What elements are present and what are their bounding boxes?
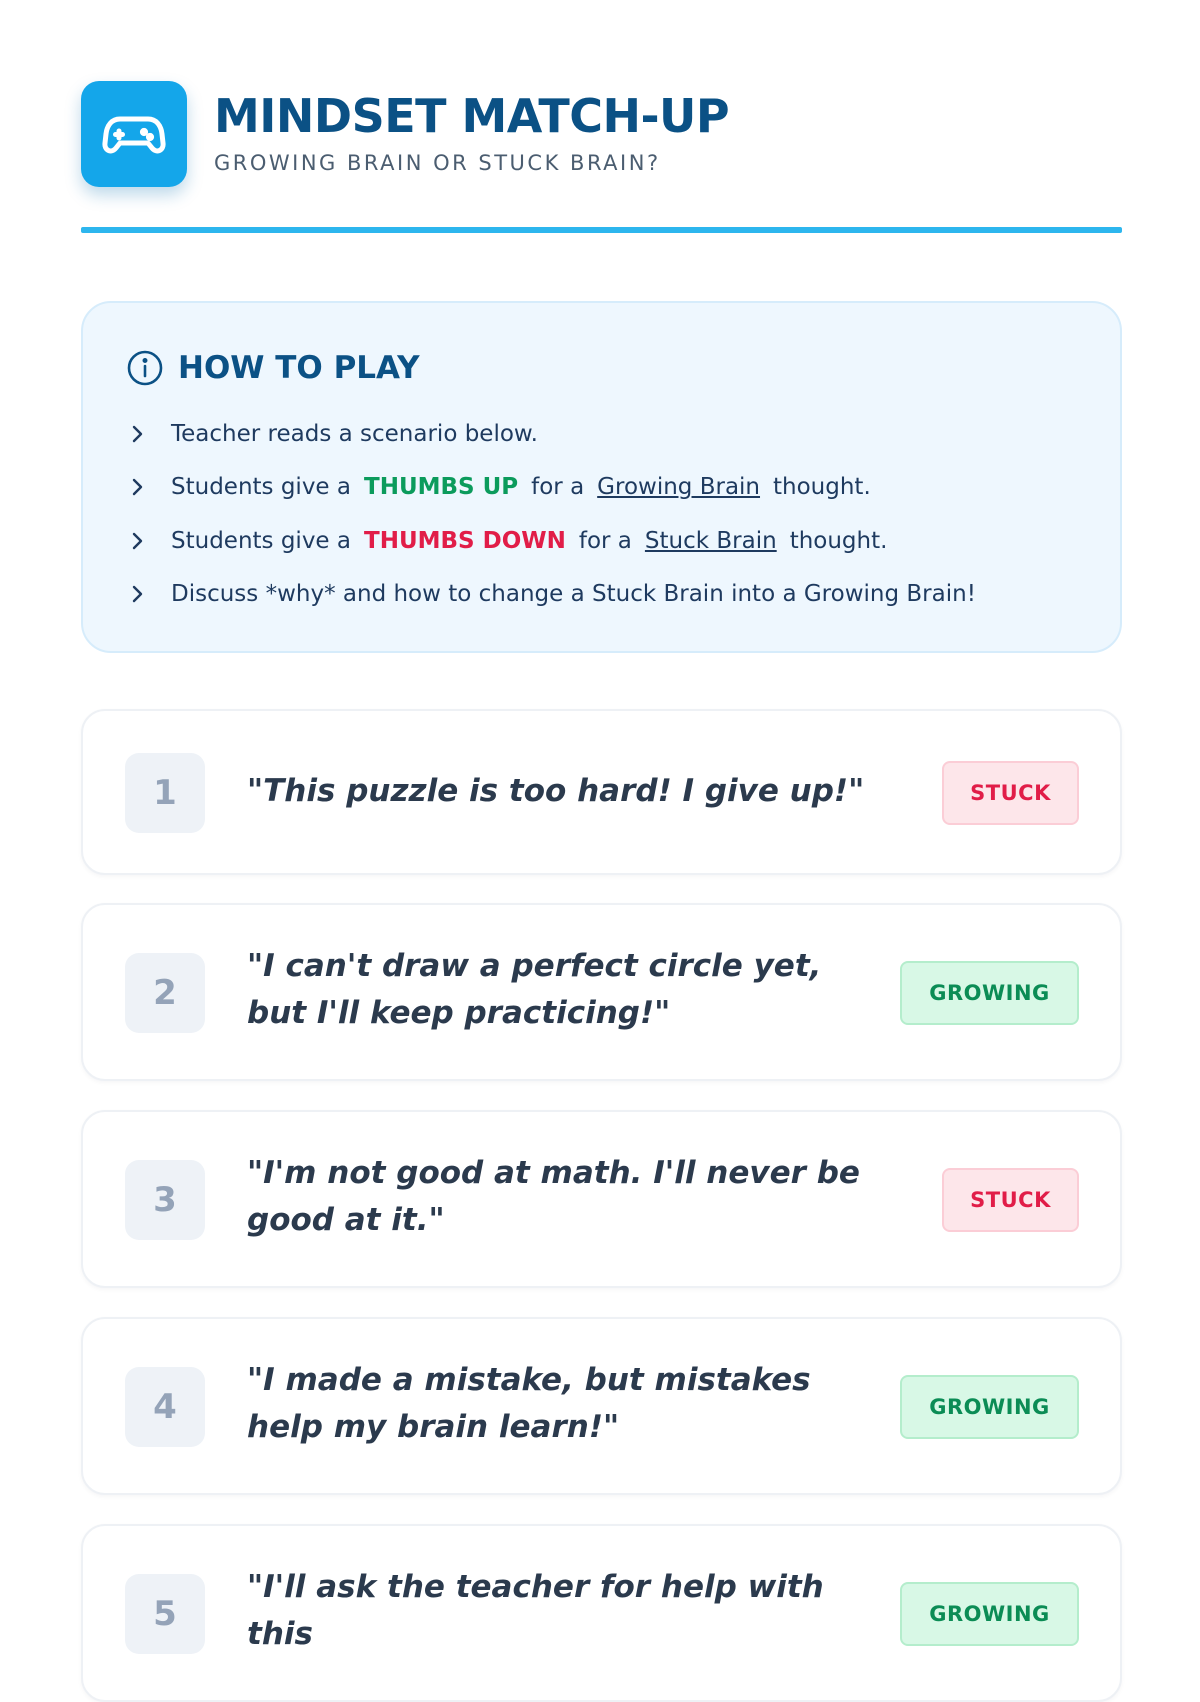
gamepad-icon: [81, 81, 187, 187]
scenario-quote: "I can't draw a perfect circle yet, but I'll keep practicing!": [247, 948, 822, 1031]
thumbs-down-keyword: THUMBS DOWN: [364, 527, 566, 554]
instruction-text: Students give a: [171, 474, 351, 501]
growing-brain-term: Growing Brain: [597, 474, 761, 501]
instruction-item: [129, 407, 976, 461]
instruction-text: Teacher reads a scenario below.: [171, 420, 538, 447]
scenario-card[interactable]: [81, 1317, 1122, 1495]
answer-badge-stuck[interactable]: STUCK: [942, 761, 1079, 825]
instruction-item: [129, 568, 976, 622]
instruction-item: [129, 461, 976, 515]
how-to-play-title: HOW TO PLAY: [178, 350, 420, 386]
chevron-right-icon: [129, 476, 149, 498]
chevron-right-icon: [129, 530, 149, 552]
scenario-number: 2: [125, 953, 205, 1033]
scenario-number: 5: [125, 1574, 205, 1654]
answer-badge-stuck[interactable]: STUCK: [942, 1168, 1079, 1232]
chevron-right-icon: [129, 583, 149, 605]
thumbs-up-keyword: THUMBS UP: [364, 474, 519, 501]
scenario-card[interactable]: [81, 903, 1122, 1081]
instruction-text: for a: [531, 474, 585, 501]
scenario-card[interactable]: [81, 1524, 1122, 1702]
instruction-text: thought.: [789, 527, 888, 554]
scenario-quote: "I'm not good at math. I'll never be good at it.": [247, 1155, 860, 1238]
scenario-card[interactable]: [81, 709, 1122, 875]
instruction-text: Discuss *why* and how to change a Stuck Brain into a Growing Brain!: [171, 581, 976, 608]
scenario-number: 4: [125, 1367, 205, 1447]
answer-badge-growing[interactable]: GROWING: [900, 1375, 1079, 1439]
instruction-text: thought.: [773, 474, 871, 501]
how-to-play-heading: [126, 349, 420, 387]
scenario-number: 3: [125, 1160, 205, 1240]
page-header: [81, 81, 1122, 235]
scenario-quote: "I made a mistake, but mistakes help my brain learn!": [247, 1362, 811, 1445]
page-subtitle: GROWING BRAIN OR STUCK BRAIN?: [214, 151, 661, 175]
info-icon: [126, 349, 164, 387]
answer-badge-growing[interactable]: GROWING: [900, 1582, 1079, 1646]
header-divider: [81, 227, 1122, 233]
instruction-text: for a: [578, 527, 632, 554]
scenario-number: 1: [125, 753, 205, 833]
how-to-play-panel: [81, 301, 1122, 653]
page-title: MINDSET MATCH-UP: [214, 89, 730, 143]
answer-badge-growing[interactable]: GROWING: [900, 961, 1079, 1025]
scenario-card[interactable]: [81, 1110, 1122, 1288]
instruction-text: Students give a: [171, 527, 351, 554]
stuck-brain-term: Stuck Brain: [644, 527, 777, 554]
chevron-right-icon: [129, 423, 149, 445]
scenario-quote: "I'll ask the teacher for help with this: [247, 1569, 824, 1652]
scenario-quote: "This puzzle is too hard! I give up!": [247, 773, 865, 809]
instruction-item: [129, 514, 976, 568]
instructions-list: [129, 407, 976, 621]
